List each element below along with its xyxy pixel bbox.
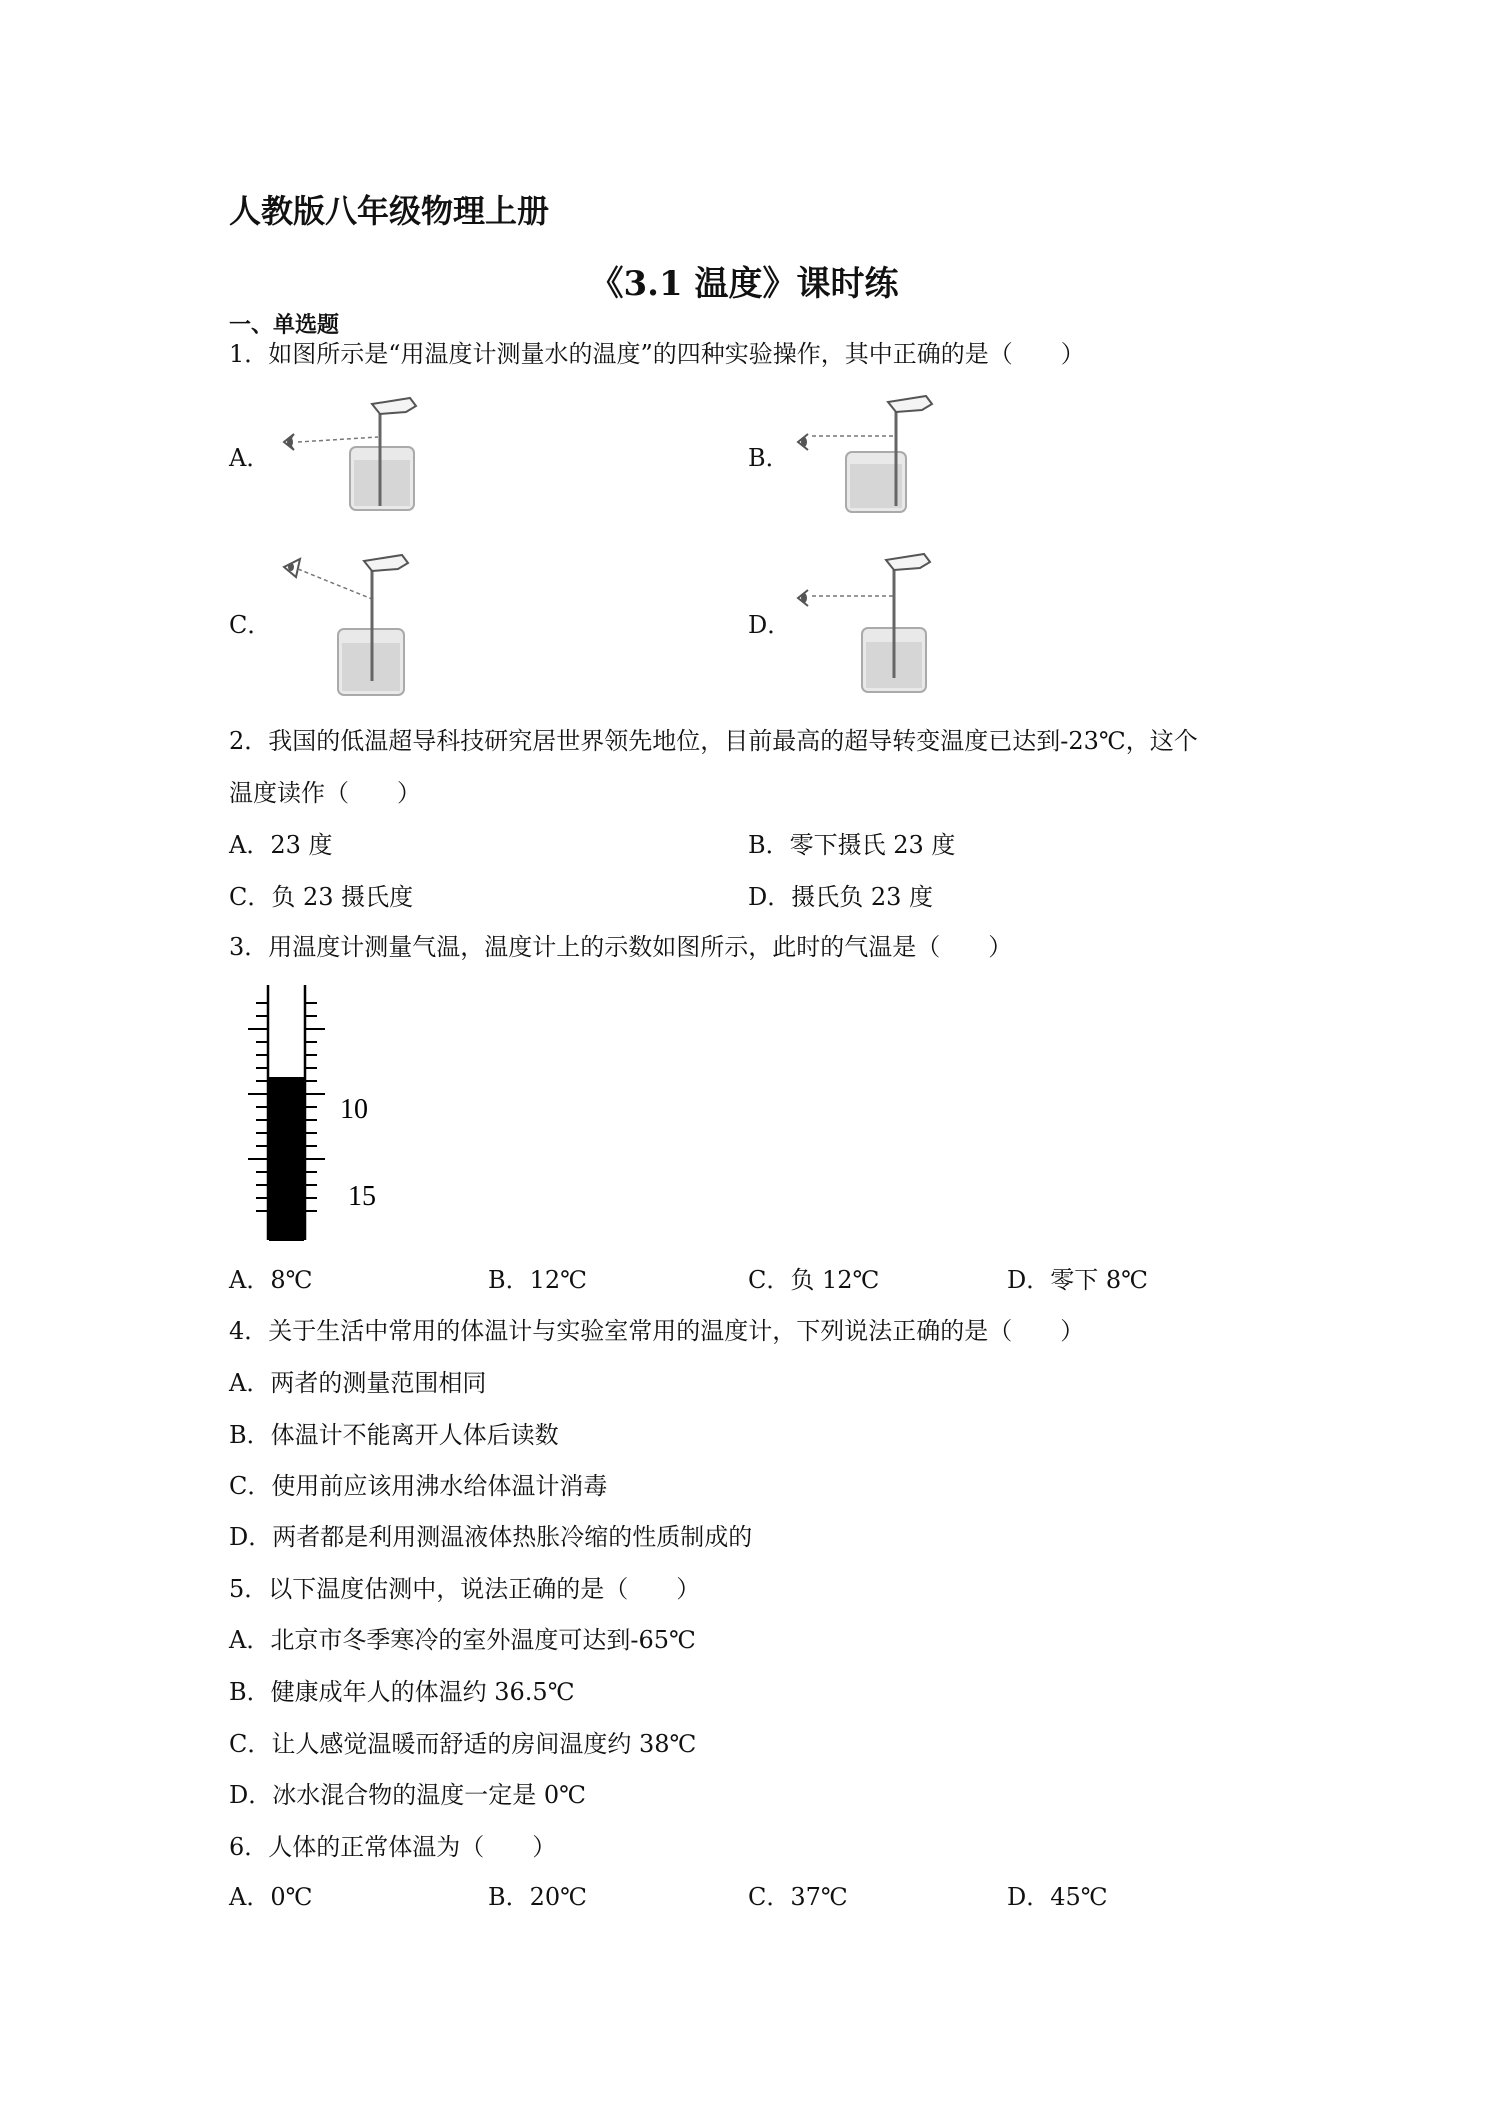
section-heading: 一、单选题 bbox=[229, 313, 340, 338]
q2-option-d: D．摄氏负 23 度 bbox=[748, 883, 934, 911]
q6-option-a: A．0℃ bbox=[229, 1883, 313, 1911]
hand-icon bbox=[888, 396, 932, 412]
document-title: 人教版八年级物理上册 bbox=[229, 192, 550, 230]
q3-option-c: C．负 12℃ bbox=[748, 1266, 880, 1294]
q1-option-a-figure bbox=[276, 392, 436, 522]
q6-option-b: B．20℃ bbox=[488, 1883, 588, 1911]
q1-option-b-figure bbox=[794, 392, 954, 522]
q4-option-d: D．两者都是利用测温液体热胀冷缩的性质制成的 bbox=[229, 1523, 753, 1551]
scale-label-15: 15 bbox=[348, 1181, 376, 1212]
hand-icon bbox=[364, 555, 408, 571]
question-5-stem: 5．以下温度估测中，说法正确的是（ ） bbox=[229, 1575, 701, 1603]
question-6-stem: 6．人体的正常体温为（ ） bbox=[229, 1833, 557, 1861]
lesson-title: 《3.1 温度》课时练 bbox=[589, 264, 899, 304]
q2-option-b: B．零下摄氏 23 度 bbox=[748, 831, 956, 859]
question-2-stem-line-1: 2．我国的低温超导科技研究居世界领先地位，目前最高的超导转变温度已达到-23℃，这个 bbox=[229, 727, 1198, 755]
question-2-stem-line-2: 温度读作（ ） bbox=[229, 779, 421, 807]
q1-option-b-label: B． bbox=[748, 444, 790, 472]
q1-option-c-label: C． bbox=[229, 611, 272, 639]
question-4-stem: 4．关于生活中常用的体温计与实验室常用的温度计，下列说法正确的是（ ） bbox=[229, 1317, 1085, 1345]
q5-option-a: A．北京市冬季寒冷的室外温度可达到-65℃ bbox=[229, 1626, 696, 1654]
q3-option-d: D．零下 8℃ bbox=[1007, 1266, 1148, 1294]
q5-option-d: D．冰水混合物的温度一定是 0℃ bbox=[229, 1781, 586, 1809]
q2-option-a: A．23 度 bbox=[229, 831, 333, 859]
question-1-stem: 1．如图所示是“用温度计测量水的温度”的四种实验操作，其中正确的是（ ） bbox=[229, 340, 1085, 368]
q1-option-d-label: D． bbox=[748, 611, 792, 639]
q5-option-c: C．让人感觉温暖而舒适的房间温度约 38℃ bbox=[229, 1730, 697, 1758]
q1-option-d-figure bbox=[794, 548, 954, 698]
question-3-stem: 3．用温度计测量气温，温度计上的示数如图所示，此时的气温是（ ） bbox=[229, 933, 1013, 961]
mercury-column bbox=[269, 1077, 304, 1241]
q3-option-a: A．8℃ bbox=[229, 1266, 313, 1294]
q3-option-b: B．12℃ bbox=[488, 1266, 588, 1294]
q4-option-c: C．使用前应该用沸水给体温计消毒 bbox=[229, 1472, 608, 1500]
hand-icon bbox=[372, 398, 416, 414]
q2-option-c: C．负 23 摄氏度 bbox=[229, 883, 414, 911]
hand-icon bbox=[886, 554, 930, 570]
q6-option-d: D．45℃ bbox=[1007, 1883, 1108, 1911]
q5-option-b: B．健康成年人的体温约 36.5℃ bbox=[229, 1678, 575, 1706]
q6-option-c: C．37℃ bbox=[748, 1883, 848, 1911]
q1-option-c-figure bbox=[276, 545, 436, 700]
q1-option-a-label: A． bbox=[229, 444, 271, 472]
thermometer-scale-figure bbox=[230, 985, 390, 1245]
q4-option-a: A．两者的测量范围相同 bbox=[229, 1369, 487, 1397]
scale-label-10: 10 bbox=[340, 1094, 368, 1125]
q4-option-b: B．体温计不能离开人体后读数 bbox=[229, 1421, 559, 1449]
